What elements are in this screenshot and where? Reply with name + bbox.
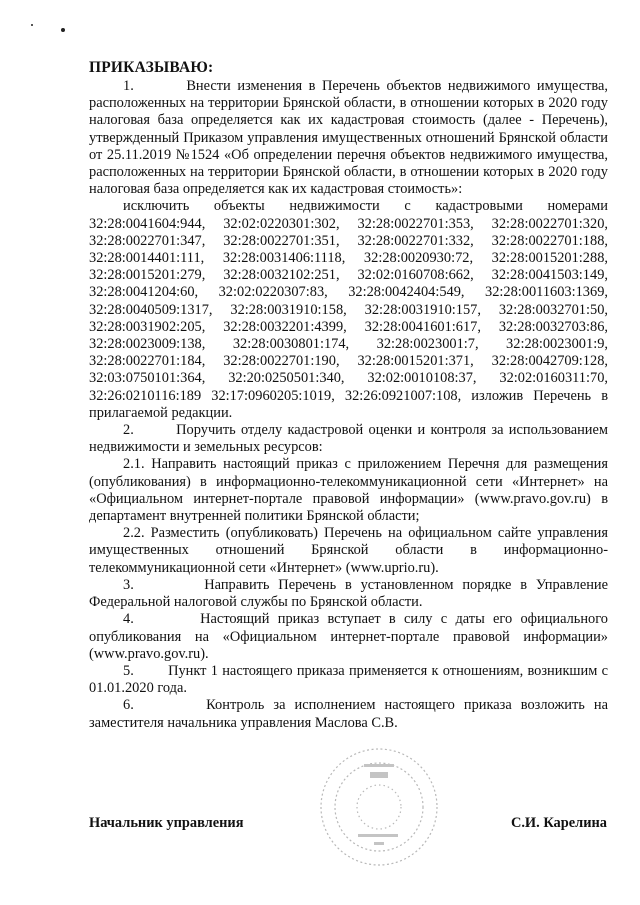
official-seal-stamp [314, 742, 444, 872]
item-2-1-paragraph: 2.1. Направить настоящий приказ с приложением Перечня для размещения (опубликования) в информационно-телекоммуникационной сети «Интернет» на «Официальном интернет-портале правовой информации» (www.pravo.gov.ru) в департамент внутренней политики Брянской области; [89, 456, 608, 525]
item-2-2-paragraph: 2.2. Разместить (опубликовать) Перечень на официальном сайте управления имущественных отношений Брянской области в информационно-телекоммуникационной сети «Интернет» (www.uprio.ru). [89, 525, 608, 576]
scan-speck [31, 24, 33, 26]
item-3-paragraph: 3. Направить Перечень в установленном порядке в Управление Федеральной налоговой службы по Брянской области. [89, 576, 608, 611]
item-4-paragraph: 4. Настоящий приказ вступает в силу с даты его официального опубликования на «Официальном интернет-портале правовой информации» (www.pravo.gov.ru). [89, 611, 608, 662]
scan-speck [61, 28, 65, 32]
signatory-position: Начальник управления [89, 815, 244, 831]
item-6-paragraph: 6. Контроль за исполнением настоящего приказа возложить на заместителя начальника управления Маслова С.В. [89, 697, 608, 731]
item-1-paragraph: 1. Внести изменения в Перечень объектов недвижимого имущества, расположенных на территории Брянской области, в отношении которых в 2020 году налоговая база определяется как их кадастровая стоимость (далее - Перечень), утвержденный Приказом управления имущественных отношений Брянской области от 25.11.2019 №1524 «Об определении перечня объектов недвижимого имущества, расположенных на территории Брянской области, в отношении которых в 2020 году налоговая база определяется как их кадастровая стоимость»: [89, 78, 608, 198]
order-heading: ПРИКАЗЫВАЮ: [89, 59, 214, 76]
item-2-paragraph: 2. Поручить отделу кадастровой оценки и контроля за использованием недвижимости и земельных ресурсов: [89, 422, 608, 456]
signatory-name: С.И. Карелина [510, 815, 607, 831]
item-5-paragraph: 5. Пункт 1 настоящего приказа применяется к отношениям, возникшим с 01.01.2020 года. [89, 662, 608, 697]
order-body [89, 78, 608, 732]
cadastral-numbers-paragraph: исключить объекты недвижимости с кадастровыми номерами 32:28:0041604:944, 32:02:0220301:302, 32:28:0022701:353, 32:28:0022701:320, 32:28:0022701:347, 32:28:0022701:351, 32:28:0022701:332, 32:28:0022701:188, 32:28:0014401:111, 32:28:0031406:1118, 32:28:0020930:72, 32:28:0015201:288, 32:28:0015201:279, 32:28:0032102:251, 32:02:0160708:662, 32:28:0041503:149, 32:28:0041204:60, 32:02:0220307:83, 32:28:0042404:549, 32:28:0011603:1369, 32:28:0040509:1317, 32:28:0031910:158, 32:28:0031910:157, 32:28:0032701:50, 32:28:0031902:205, 32:28:0032201:4399, 32:28:0041601:617, 32:28:0032703:86, 32:28:0023009:138, 32:28:0030801:174, 32:28:0023001:7, 32:28:0023001:9, 32:28:0022701:184, 32:28:0022701:190, 32:28:0015201:371, 32:28:0042709:128, 32:03:0750101:364, 32:20:0250501:340, 32:02:0010108:37, 32:02:0160311:70, 32:26:0210116:189 32:17:0960205:1019, 32:26:0921007:108, изложив Перечень в прилагаемой редакции. [89, 198, 608, 421]
